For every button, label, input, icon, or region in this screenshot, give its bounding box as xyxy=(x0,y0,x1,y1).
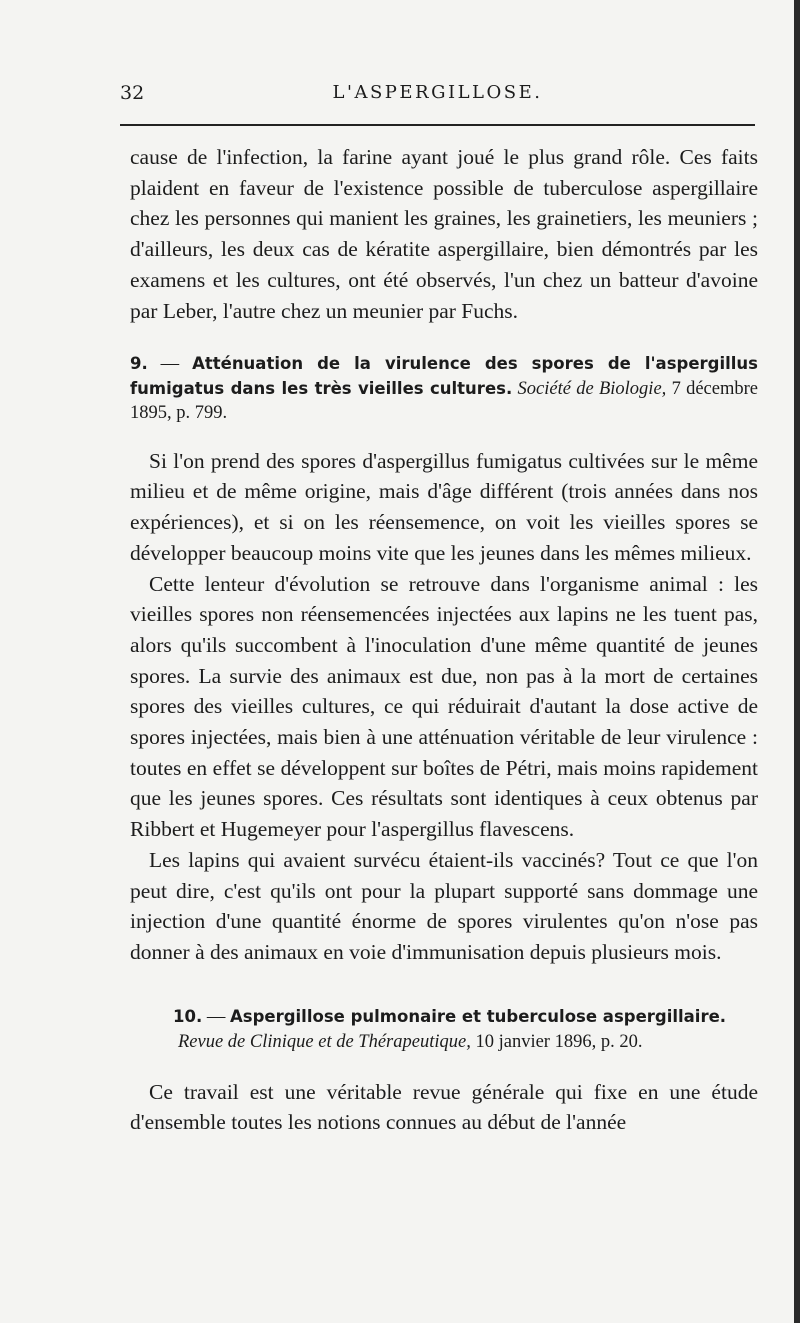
page-number: 32 xyxy=(120,82,145,104)
section-source: Revue de Clinique et de Thérapeutique, xyxy=(178,1031,471,1052)
section-citation: 10 janvier 1896, p. 20. xyxy=(470,1031,643,1052)
section-citation: 7 décembre 1895, p. 799. xyxy=(130,378,758,424)
paragraph-4: Les lapins qui avaient survécu étaient-ils vaccinés? Tout ce que l'on peut dire, c'est qu'ils ont pour la plupart supporté sans dommage une injection d'une quantité énorme de spores virulentes qu'on n'ose pas donner à des animaux en voie d'immunisation depuis plusieurs mois. xyxy=(130,847,758,964)
body-text xyxy=(130,142,758,1138)
section-title: Atténuation de la virulence des spores de l'aspergillus fumigatus dans les très vieilles cultures. xyxy=(130,354,758,398)
section-dash: — xyxy=(202,1006,230,1027)
page-header xyxy=(120,82,755,110)
paragraph-2: Si l'on prend des spores d'aspergillus fumigatus cultivées sur le même milieu et de même origine, mais d'âge différent (trois années dans nos expériences), et si on les réensemence, on voit les vieilles spores se développer beaucoup moins vite que les jeunes dans les mêmes milieux. xyxy=(130,448,758,565)
paragraph-5: Ce travail est une véritable revue générale qui fixe en une étude d'ensemble toutes les notions connues au début de l'année xyxy=(130,1079,758,1135)
section-10-heading xyxy=(130,1004,758,1055)
running-title: L'ASPERGILLOSE. xyxy=(332,82,543,103)
section-number: 10. xyxy=(173,1006,203,1026)
section-number: 9. xyxy=(130,354,148,374)
section-title: Aspergillose pulmonaire et tuberculose aspergillaire. xyxy=(229,1006,727,1026)
section-9-heading xyxy=(130,352,758,426)
paragraph-3: Cette lenteur d'évolution se retrouve dans l'organisme animal : les vieilles spores non réensemencées injectées aux lapins ne les tuent pas, alors qu'ils succombent à l'inoculation d'une même quantité de jeunes spores. La survie des animaux est due, non pas à la mort de certaines spores des vieilles cultures, ce qui réduirait d'autant la dose active de spores injectées, mais bien à une atténuation véritable de leur virulence : toutes en effet se développent sur boîtes de Pétri, mais moins rapidement que les jeunes spores. Ces résultats sont identiques à ceux obtenus par Ribbert et Hugemeyer pour l'aspergillus flavescens. xyxy=(130,571,758,842)
section-dash: — xyxy=(147,354,193,375)
section-source: Société de Biologie, xyxy=(517,378,667,399)
paragraph-1: cause de l'infection, la farine ayant joué le plus grand rôle. Ces faits plaident en faveur de l'existence possible de tuberculose aspergillaire chez les personnes qui manient les graines, les grainetiers, les meuniers ; d'ailleurs, les deux cas de kératite aspergillaire, bien démontrés par les examens et les cultures, ont été observés, l'un chez un batteur d'avoine par Leber, l'autre chez un meunier par Fuchs. xyxy=(130,145,758,323)
header-rule xyxy=(120,124,755,126)
